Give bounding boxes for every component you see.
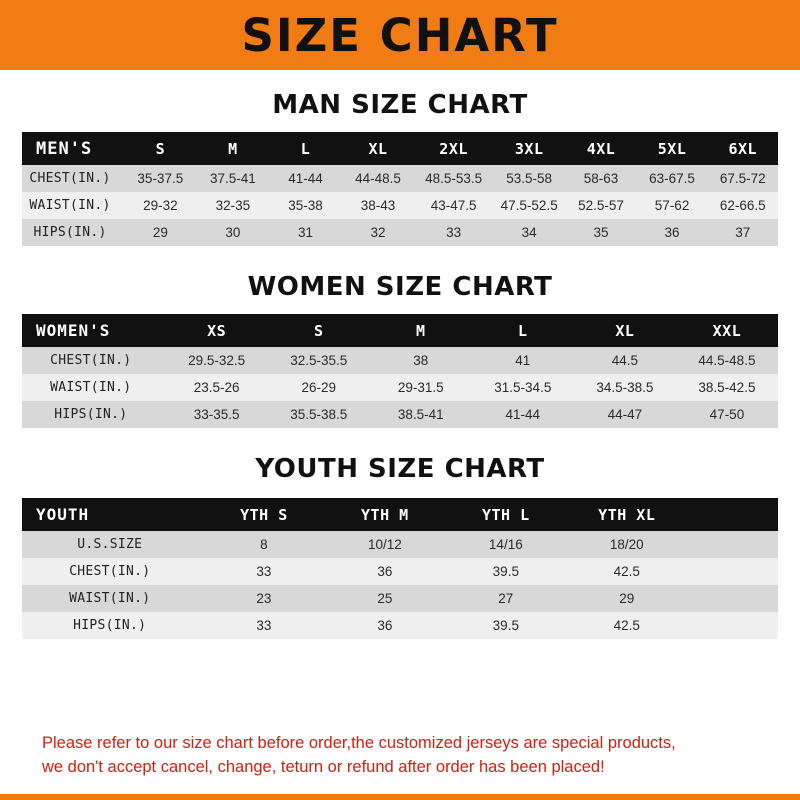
youth-r3-c0: 33 xyxy=(256,618,272,633)
man-row-2-label: HIPS(IN.) xyxy=(33,225,107,240)
man-r2-c5: 34 xyxy=(521,225,537,240)
women-section-title: WOMEN SIZE CHART xyxy=(247,272,553,302)
table-row xyxy=(22,612,778,639)
man-section-title: MAN SIZE CHART xyxy=(272,90,528,120)
table-row xyxy=(22,401,778,428)
youth-r3-c1: 36 xyxy=(377,618,393,633)
man-r2-c7: 36 xyxy=(664,225,680,240)
table-row xyxy=(22,374,778,401)
man-r0-c1: 37.5-41 xyxy=(209,171,256,186)
man-r1-c0: 29-32 xyxy=(143,198,178,213)
man-r0-c8: 67.5-72 xyxy=(719,171,766,186)
women-r1-c2: 29-31.5 xyxy=(397,380,444,395)
women-size-table xyxy=(22,314,778,428)
youth-col-0: YTH S xyxy=(240,505,288,524)
youth-section-title: YOUTH SIZE CHART xyxy=(255,454,545,484)
youth-col-1: YTH M xyxy=(361,505,409,524)
bottom-accent-bar xyxy=(0,794,800,800)
man-col-3: XL xyxy=(368,139,388,158)
women-r0-c4: 44.5 xyxy=(611,353,638,368)
women-r0-c3: 41 xyxy=(515,353,531,368)
youth-r2-c0: 23 xyxy=(256,591,272,606)
table-header-row xyxy=(22,314,778,347)
women-r1-c0: 23.5-26 xyxy=(193,380,240,395)
youth-row-2-label: WAIST(IN.) xyxy=(69,591,151,606)
youth-corner-label: YOUTH xyxy=(36,505,90,524)
youth-col-2: YTH L xyxy=(481,505,530,524)
table-row xyxy=(22,165,778,192)
man-r2-c2: 31 xyxy=(297,225,313,240)
header-banner xyxy=(0,0,800,70)
table-row xyxy=(22,347,778,374)
youth-row-0-label: U.S.SIZE xyxy=(77,537,143,552)
youth-r0-spacer xyxy=(687,531,778,558)
youth-r2-c3: 29 xyxy=(619,591,635,606)
man-col-4: 2XL xyxy=(439,139,468,158)
women-r0-c2: 38 xyxy=(413,353,429,368)
man-r2-c8: 37 xyxy=(735,225,751,240)
women-r1-c3: 31.5-34.5 xyxy=(494,380,552,395)
man-col-6: 4XL xyxy=(586,139,616,158)
youth-col-3: YTH XL xyxy=(598,505,656,524)
man-row-0-label: CHEST(IN.) xyxy=(29,171,111,186)
man-r1-c7: 57-62 xyxy=(654,198,690,213)
man-col-5: 3XL xyxy=(514,139,544,158)
youth-r0-c3: 18/20 xyxy=(609,537,644,552)
chart-content xyxy=(0,70,800,794)
man-col-0: S xyxy=(155,139,166,158)
women-col-1: S xyxy=(313,321,324,340)
youth-r3-c2: 39.5 xyxy=(492,618,519,633)
man-r0-c4: 48.5-53.5 xyxy=(425,171,483,186)
youth-size-table xyxy=(22,498,778,639)
man-r0-c0: 35-37.5 xyxy=(137,171,184,186)
page-title: SIZE CHART xyxy=(241,8,559,62)
youth-col-spacer xyxy=(687,498,778,531)
women-r2-c2: 38.5-41 xyxy=(397,407,444,422)
table-header-row xyxy=(22,498,778,531)
table-row xyxy=(22,585,778,612)
man-corner-label: MEN'S xyxy=(36,138,93,159)
women-r2-c1: 35.5-38.5 xyxy=(290,407,348,422)
man-r1-c5: 47.5-52.5 xyxy=(500,198,558,213)
women-r0-c5: 44.5-48.5 xyxy=(698,353,756,368)
youth-r0-c0: 8 xyxy=(260,537,268,552)
youth-r3-c3: 42.5 xyxy=(613,618,640,633)
women-corner-label: WOMEN'S xyxy=(36,321,111,340)
women-col-5: XXL xyxy=(712,321,742,340)
women-row-1-label: WAIST(IN.) xyxy=(50,380,132,395)
women-row-0-label: CHEST(IN.) xyxy=(50,353,132,368)
women-r2-c3: 41-44 xyxy=(505,407,541,422)
women-col-0: XS xyxy=(207,321,227,340)
man-col-8: 6XL xyxy=(728,139,758,158)
youth-r1-c2: 39.5 xyxy=(492,564,519,579)
man-r1-c1: 32-35 xyxy=(215,198,251,213)
man-r1-c6: 52.5-57 xyxy=(578,198,624,213)
man-r1-c8: 62-66.5 xyxy=(719,198,766,213)
women-row-2-label: HIPS(IN.) xyxy=(54,407,128,422)
man-r0-c7: 63-67.5 xyxy=(649,171,695,186)
man-r2-c1: 30 xyxy=(225,225,241,240)
note-line-1: Please refer to our size chart before order,the customized jerseys are special products, xyxy=(42,734,676,753)
women-r1-c5: 38.5-42.5 xyxy=(698,380,756,395)
youth-r1-spacer xyxy=(687,558,778,585)
women-r2-c5: 47-50 xyxy=(709,407,745,422)
women-r2-c4: 44-47 xyxy=(607,407,643,422)
man-col-7: 5XL xyxy=(657,139,687,158)
women-col-4: XL xyxy=(615,321,635,340)
youth-r2-spacer xyxy=(687,585,778,612)
women-col-2: M xyxy=(415,321,426,340)
man-r1-c4: 43-47.5 xyxy=(430,198,477,213)
man-row-1-label: WAIST(IN.) xyxy=(29,198,111,213)
table-row xyxy=(22,219,778,246)
youth-r0-c2: 14/16 xyxy=(488,537,523,552)
man-r0-c6: 58-63 xyxy=(583,171,619,186)
order-policy-note xyxy=(22,722,778,794)
youth-r3-spacer xyxy=(687,612,778,639)
man-r2-c4: 33 xyxy=(446,225,462,240)
youth-r2-c2: 27 xyxy=(498,591,514,606)
man-col-1: M xyxy=(228,139,238,158)
women-r0-c0: 29.5-32.5 xyxy=(188,353,246,368)
man-r2-c0: 29 xyxy=(152,225,168,240)
table-row xyxy=(22,531,778,558)
man-r2-c6: 35 xyxy=(593,225,609,240)
man-col-2: L xyxy=(300,139,311,158)
youth-r2-c1: 25 xyxy=(377,591,393,606)
youth-r1-c1: 36 xyxy=(377,564,393,579)
women-r1-c4: 34.5-38.5 xyxy=(596,380,654,395)
youth-r0-c1: 10/12 xyxy=(367,537,402,552)
man-r1-c2: 35-38 xyxy=(288,198,323,213)
women-r0-c1: 32.5-35.5 xyxy=(290,353,348,368)
man-r1-c3: 38-43 xyxy=(360,198,396,213)
table-header-row xyxy=(22,132,778,165)
table-row xyxy=(22,558,778,585)
youth-r1-c3: 42.5 xyxy=(613,564,640,579)
youth-row-3-label: HIPS(IN.) xyxy=(73,618,147,633)
women-r1-c1: 26-29 xyxy=(301,380,336,395)
man-r0-c3: 44-48.5 xyxy=(355,171,401,186)
women-col-3: L xyxy=(518,321,528,340)
man-size-table xyxy=(22,132,778,246)
women-r2-c0: 33-35.5 xyxy=(193,407,240,422)
man-r0-c2: 41-44 xyxy=(288,171,323,186)
youth-row-1-label: CHEST(IN.) xyxy=(69,564,151,579)
man-r2-c3: 32 xyxy=(370,225,386,240)
table-row xyxy=(22,192,778,219)
note-line-2: we don't accept cancel, change, teturn or refund after order has been placed! xyxy=(42,758,605,777)
youth-r1-c0: 33 xyxy=(256,564,272,579)
man-r0-c5: 53.5-58 xyxy=(506,171,553,186)
